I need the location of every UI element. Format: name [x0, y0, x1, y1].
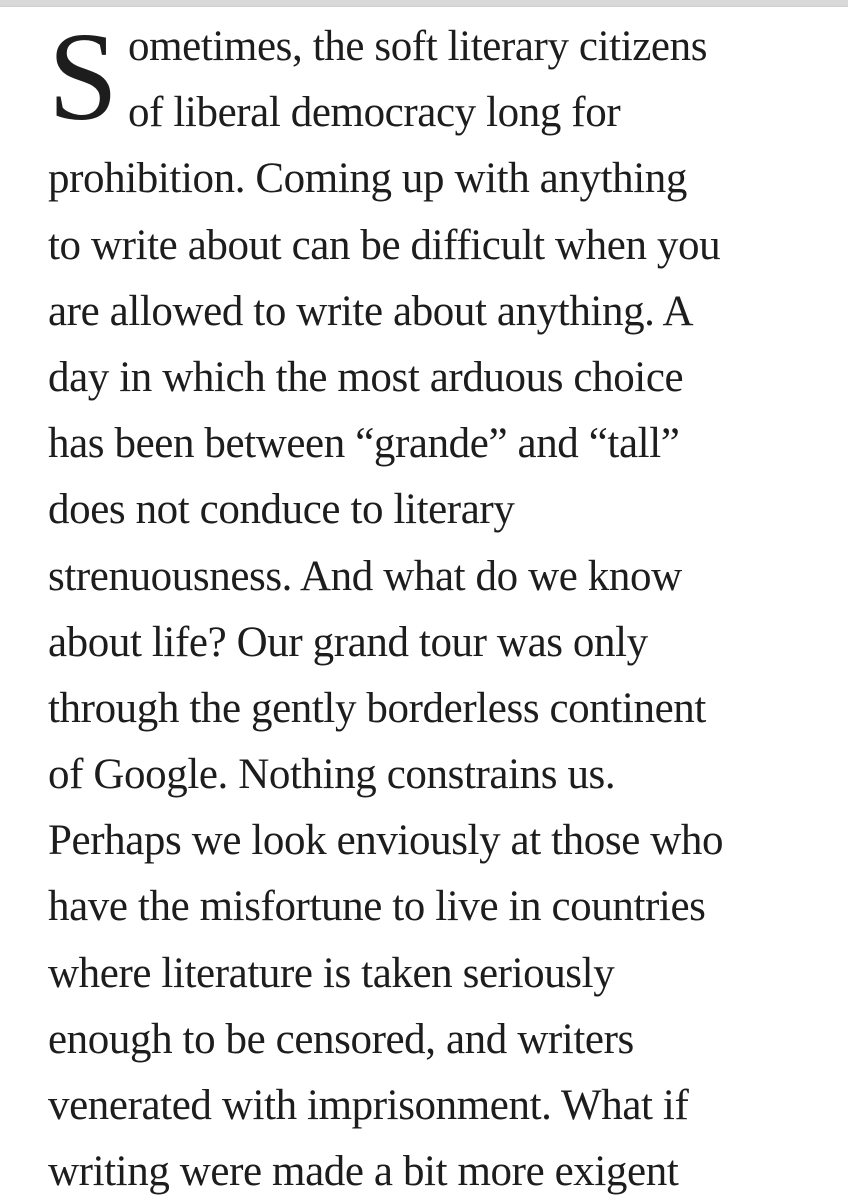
text-line: of Google. Nothing constrains us. — [48, 751, 616, 799]
text-line: through the gently borderless continent — [48, 684, 706, 732]
text-line: Perhaps we look enviously at those who — [48, 817, 724, 865]
text-line: where literature is taken seriously — [48, 949, 615, 997]
text-line: prohibition. Coming up with anything — [48, 155, 687, 203]
text-line: does not conduce to literary — [48, 486, 515, 534]
text-line: have the misfortune to live in countries — [48, 883, 706, 931]
drop-cap: S — [48, 8, 119, 147]
text-line: enough to be censored, and writers — [48, 1015, 634, 1063]
text-line: are allowed to write about anything. A — [48, 287, 694, 335]
text-line: about life? Our grand tour was only — [48, 618, 648, 666]
text-line: venerated with imprisonment. What if — [48, 1082, 689, 1129]
text-line: to write about can be difficult when you — [48, 221, 721, 269]
article-body — [48, 8, 838, 1200]
top-scroll-edge — [0, 0, 848, 7]
text-line: of liberal democracy long for — [128, 89, 621, 137]
text-line: has been between “grande” and “tall” — [48, 420, 680, 468]
text-line: day in which the most arduous choice — [48, 353, 684, 401]
text-line: writing were made a bit more exigent — [48, 1148, 679, 1196]
text-line: strenuousness. And what do we know — [48, 552, 682, 600]
text-line: ometimes, the soft literary citizens — [128, 23, 708, 70]
